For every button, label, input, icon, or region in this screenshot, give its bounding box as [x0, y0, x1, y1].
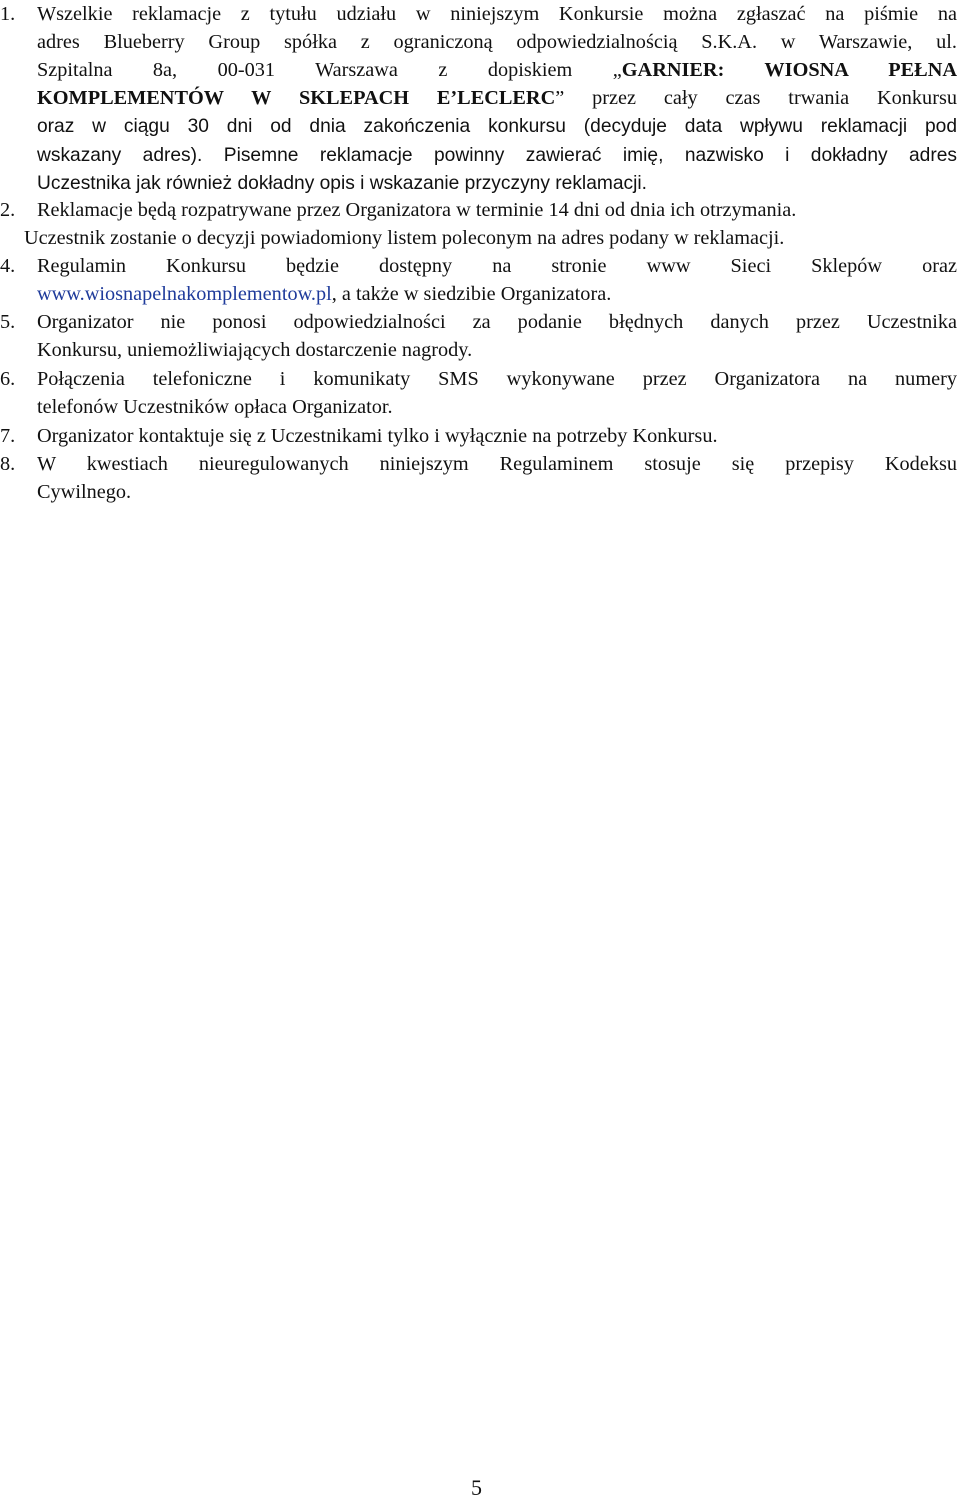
text-line: Organizator kontaktuje się z Uczestnikami tylko i wyłącznie na potrzeby Konkursu.	[37, 425, 718, 447]
item-number: 6.	[0, 368, 16, 390]
text-line: Wszelkie reklamacje z tytułu udziału w niniejszym Konkursie można zgłaszać na piśmie na	[37, 3, 957, 25]
text-line	[37, 112, 957, 141]
text-line: Uczestnika jak również dokładny opis i wskazanie przyczyny reklamacji.	[37, 173, 647, 194]
list-item	[37, 450, 957, 506]
quoted-contest-name-cont: KOMPLEMENTÓW W SKLEPACH E’LECLERC	[37, 87, 556, 109]
text-line: Połączenia telefoniczne i komunikaty SMS wykonywane przez Organizatora na numery	[37, 368, 957, 390]
item-number: 2.	[0, 199, 16, 221]
list-item	[37, 0, 957, 198]
list-item	[37, 365, 957, 421]
page-number: 5	[471, 1475, 482, 1500]
list-item	[37, 308, 957, 364]
item-number: 8.	[0, 453, 16, 475]
text-span: , a także w siedzibie Organizatora.	[331, 283, 612, 305]
text-span: Szpitalna 8a, 00-031 Warszawa z dopiskiem „	[37, 59, 622, 81]
text-span: oraz w ciągu 30 dni od dnia zakończenia konkursu (decyduje data wpływu reklamacji pod	[37, 116, 957, 137]
text-span: ” przez cały czas trwania Konkursu	[555, 87, 957, 109]
text-line: adres Blueberry Group spółka z ograniczoną odpowiedzialnością S.K.A. w Warszawie, ul.	[37, 31, 957, 53]
item-number: 7.	[0, 425, 16, 447]
text-line: Regulamin Konkursu będzie dostępny na stronie www Sieci Sklepów oraz	[37, 255, 957, 277]
list-item	[37, 252, 957, 308]
list-item-continuation	[24, 224, 957, 252]
text-line	[37, 280, 957, 308]
text-span: wskazany adres).	[37, 145, 203, 166]
item-number: 1.	[0, 3, 16, 25]
item-number: 4.	[0, 255, 16, 277]
website-link[interactable]: www.wiosnapelnakomplementow.pl	[37, 283, 332, 305]
text-line: Uczestnik zostanie o decyzji powiadomiony listem poleconym na adres podany w reklamacji.	[24, 227, 785, 249]
text-line: telefonów Uczestników opłaca Organizator.	[37, 396, 393, 418]
text-span: Pisemne reklamacje powinny zawierać imię, nazwisko i dokładny adres	[202, 145, 958, 166]
text-line	[37, 84, 957, 112]
item-number: 5.	[0, 311, 16, 333]
text-line: W kwestiach nieuregulowanych niniejszym Regulaminem stosuje się przepisy Kodeksu	[37, 453, 957, 475]
text-line: Organizator nie ponosi odpowiedzialności za podanie błędnych danych przez Uczestnika	[37, 311, 957, 333]
text-line: Reklamacje będą rozpatrywane przez Organizatora w terminie 14 dni od dnia ich otrzymania.	[37, 199, 797, 221]
list-item	[37, 196, 957, 224]
text-line	[37, 56, 957, 84]
text-line: Konkursu, uniemożliwiających dostarczenie nagrody.	[37, 339, 473, 361]
text-line: Cywilnego.	[37, 481, 132, 503]
list-item	[37, 422, 957, 450]
text-line	[37, 141, 957, 170]
quoted-contest-name: GARNIER: WIOSNA PEŁNA	[621, 59, 957, 81]
